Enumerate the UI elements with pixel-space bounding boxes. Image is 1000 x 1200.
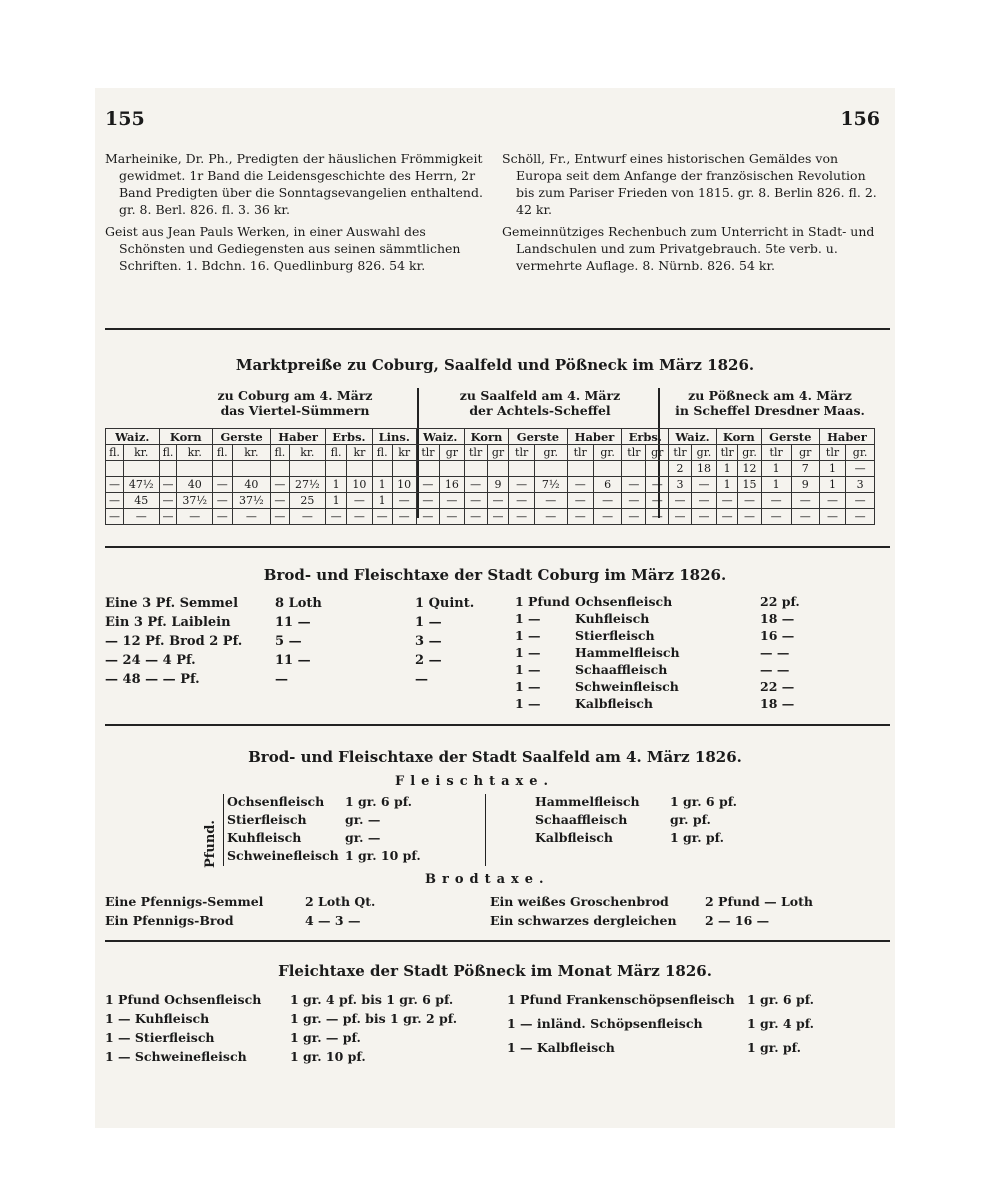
unit-cell: kr. <box>232 445 271 461</box>
table-cell: — <box>646 477 669 493</box>
item-price: 22 pf. <box>760 594 800 609</box>
grain-header: Korn <box>716 429 761 445</box>
item-name: Ein Pfennigs-Brod <box>105 913 234 928</box>
item-price: 1 gr. 4 pf. <box>747 1016 815 1031</box>
table-cell <box>487 461 509 477</box>
table-cell: — <box>464 509 487 525</box>
unit-cell: gr. <box>846 445 875 461</box>
table-cell: — <box>509 509 535 525</box>
table-cell <box>159 461 177 477</box>
table-cell: — <box>819 493 845 509</box>
unit-cell: kr. <box>123 445 159 461</box>
item-quint: — <box>415 672 428 687</box>
table-cell: — <box>177 509 213 525</box>
table-cell <box>177 461 213 477</box>
unit-cell: tlr <box>716 445 737 461</box>
item-price: — — <box>760 662 790 677</box>
bracket-line <box>223 794 224 866</box>
table-cell: 18 <box>692 461 717 477</box>
table-cell: — <box>622 477 646 493</box>
unit-cell: gr. <box>593 445 622 461</box>
table-cell: 9 <box>487 477 509 493</box>
grain-header: Waiz. <box>416 429 464 445</box>
list-item <box>105 1049 485 1066</box>
item-name: 1 Pfund Frankenschöpsenfleisch <box>507 992 735 1007</box>
table-cell: — <box>271 493 289 509</box>
item-quint: 2 — <box>415 653 442 668</box>
item-qty: 1 — <box>515 611 541 626</box>
table-cell <box>622 461 646 477</box>
item-name: Schweinefleisch <box>227 848 339 863</box>
book-entry: Gemeinnütziges Rechenbuch zum Unterricht in Stadt- und Landschulen und zum Privatgebrauch. 5te verb. u. vermehrte Auflage. 8. Nürnb. 826. 54 kr. <box>502 224 875 273</box>
item-weight: 8 Loth <box>275 596 322 611</box>
list-item <box>507 1016 887 1033</box>
book-entry: Schöll, Fr., Entwurf eines historischen Gemäldes von Europa seit dem Anfange der französischen Revolution bis zum Pariser Frieden von 1815. gr. 8. Berlin 826. fl. 2. 42 kr. <box>502 151 877 217</box>
unit-cell: fl. <box>106 445 124 461</box>
item-name: — 12 Pf. Brod 2 Pf. <box>105 634 243 649</box>
table-cell: — <box>738 493 761 509</box>
table-cell: 3 <box>846 477 875 493</box>
item-name: Eine 3 Pf. Semmel <box>105 596 239 611</box>
item-weight: — <box>275 672 288 687</box>
book-list-left <box>105 150 485 279</box>
table-cell: — <box>289 509 325 525</box>
page-number-right: 156 <box>840 108 880 130</box>
item-price: gr. — <box>345 830 381 845</box>
table-cell: 25 <box>289 493 325 509</box>
grain-header: Gerste <box>213 429 271 445</box>
divider <box>105 328 890 330</box>
table-cell: 10 <box>347 477 373 493</box>
item-name: Kuhfleisch <box>575 611 650 626</box>
list-item <box>515 628 885 644</box>
table-cell: 1 <box>819 461 845 477</box>
list-item <box>515 679 885 695</box>
table-cell: — <box>392 493 416 509</box>
table-cell: — <box>271 477 289 493</box>
item-price: gr. pf. <box>670 812 711 827</box>
item-name: Kalbfleisch <box>575 696 653 711</box>
table-cell: — <box>819 509 845 525</box>
table-cell: — <box>123 509 159 525</box>
unit-cell: kr <box>392 445 416 461</box>
grain-header: Gerste <box>509 429 567 445</box>
list-item <box>105 672 485 690</box>
list-item <box>227 848 607 865</box>
item-name: Ochsenfleisch <box>575 594 673 609</box>
grain-header: Waiz. <box>106 429 160 445</box>
table-cell: — <box>738 509 761 525</box>
table-cell: — <box>509 477 535 493</box>
table-cell: 37½ <box>177 493 213 509</box>
table-cell: — <box>622 509 646 525</box>
table-cell: — <box>159 509 177 525</box>
item-price: — — <box>760 645 790 660</box>
table-cell: — <box>846 509 875 525</box>
table-cell: 40 <box>232 477 271 493</box>
item-price: 1 gr. 6 pf. <box>670 794 738 809</box>
table-cell: — <box>692 493 717 509</box>
unit-cell: gr. <box>534 445 567 461</box>
unit-cell: gr <box>646 445 669 461</box>
table-cell: — <box>669 509 692 525</box>
table-row <box>106 461 875 477</box>
saalfeld-title: Brod- und Fleischtaxe der Stadt Saalfeld am 4. März 1826. <box>248 748 742 766</box>
saalfeld-bread-heading: Brodtaxe. <box>425 872 550 887</box>
grain-header: Gerste <box>761 429 819 445</box>
table-cell: — <box>416 477 439 493</box>
table-cell <box>271 461 289 477</box>
item-name: Kuhfleisch <box>227 830 302 845</box>
table-cell: — <box>646 509 669 525</box>
table-cell: — <box>716 493 737 509</box>
table-cell: — <box>440 509 465 525</box>
list-item <box>105 913 485 930</box>
table-cell <box>534 461 567 477</box>
item-price: 1 gr. pf. <box>747 1040 801 1055</box>
table-cell <box>213 461 233 477</box>
scanned-page <box>95 88 895 1128</box>
table-cell: 10 <box>392 477 416 493</box>
table-cell: — <box>347 509 373 525</box>
table-cell <box>593 461 622 477</box>
item-price: 1 gr. — pf. <box>290 1030 361 1045</box>
grain-header: Waiz. <box>669 429 717 445</box>
item-price: 1 gr. 6 pf. <box>345 794 413 809</box>
list-item <box>105 894 485 911</box>
list-item <box>507 1040 887 1057</box>
table-cell: — <box>213 509 233 525</box>
item-weight: 11 — <box>275 615 311 630</box>
table-cell: 3 <box>669 477 692 493</box>
table-cell: — <box>567 509 593 525</box>
unit-cell: fl. <box>271 445 289 461</box>
table-cell <box>372 461 392 477</box>
item-price: 4 — 3 — <box>305 913 361 928</box>
market-group-poessneck: zu Pößneck am 4. März in Scheffel Dresdner Maas. <box>675 388 865 418</box>
table-cell: — <box>440 493 465 509</box>
item-price: 2 — 16 — <box>705 913 770 928</box>
table-row <box>106 477 875 493</box>
book-list-right <box>502 150 887 279</box>
table-cell: — <box>846 461 875 477</box>
market-table <box>105 428 875 525</box>
saalfeld-meat-heading: Fleischtaxe. <box>395 774 555 789</box>
poessneck-title: Fleichtaxe der Stadt Pößneck im Monat März 1826. <box>278 962 712 980</box>
table-row <box>106 493 875 509</box>
table-cell: 27½ <box>289 477 325 493</box>
item-name: 1 — Schweinefleisch <box>105 1049 247 1064</box>
table-row <box>106 509 875 525</box>
pfund-label: Pfund. <box>203 820 218 868</box>
unit-cell: tlr <box>669 445 692 461</box>
table-cell: 1 <box>326 493 347 509</box>
item-name: 1 — Kalbfleisch <box>507 1040 615 1055</box>
table-cell: — <box>567 477 593 493</box>
table-cell <box>392 461 416 477</box>
unit-cell: tlr <box>509 445 535 461</box>
item-price: 1 gr. 10 pf. <box>345 848 421 863</box>
coburg-title: Brod- und Fleischtaxe der Stadt Coburg im März 1826. <box>263 566 727 584</box>
table-cell: — <box>534 493 567 509</box>
unit-cell: tlr <box>464 445 487 461</box>
table-cell: — <box>791 509 819 525</box>
unit-cell: fl. <box>213 445 233 461</box>
item-price: 1 gr. pf. <box>670 830 724 845</box>
item-name: 1 — Kuhfleisch <box>105 1011 210 1026</box>
table-cell <box>106 461 124 477</box>
table-cell: — <box>761 493 791 509</box>
table-cell: — <box>692 509 717 525</box>
column-line <box>485 794 486 866</box>
item-price: 22 — <box>760 679 795 694</box>
table-cell: 9 <box>791 477 819 493</box>
item-name: Eine Pfennigs-Semmel <box>105 894 264 909</box>
item-qty: 1 Pfund <box>515 594 570 609</box>
table-cell: 1 <box>716 461 737 477</box>
table-cell: — <box>534 509 567 525</box>
unit-cell: fl. <box>326 445 347 461</box>
item-price: 16 — <box>760 628 795 643</box>
item-price: 1 gr. — pf. bis 1 gr. 2 pf. <box>290 1011 458 1026</box>
table-cell: — <box>622 493 646 509</box>
table-cell: 1 <box>326 477 347 493</box>
table-cell: 45 <box>123 493 159 509</box>
item-name: — 24 — 4 Pf. <box>105 653 196 668</box>
table-cell: 7 <box>791 461 819 477</box>
table-cell: — <box>232 509 271 525</box>
table-cell: 40 <box>177 477 213 493</box>
list-item <box>105 1030 485 1047</box>
unit-cell: gr. <box>738 445 761 461</box>
list-item <box>105 634 485 652</box>
list-item <box>105 992 485 1009</box>
grain-header: Haber <box>819 429 874 445</box>
table-cell: — <box>716 509 737 525</box>
list-item <box>515 594 885 610</box>
unit-cell: fl. <box>372 445 392 461</box>
table-cell: — <box>392 509 416 525</box>
unit-cell: kr. <box>177 445 213 461</box>
market-title: Marktpreiße zu Coburg, Saalfeld und Pößneck im März 1826. <box>235 356 755 374</box>
divider <box>105 940 890 942</box>
item-price: 1 gr. 10 pf. <box>290 1049 366 1064</box>
unit-cell: kr <box>347 445 373 461</box>
table-cell: 1 <box>716 477 737 493</box>
table-cell: — <box>593 493 622 509</box>
list-item <box>490 894 870 911</box>
table-cell: 47½ <box>123 477 159 493</box>
table-cell: — <box>761 509 791 525</box>
table-cell: 1 <box>372 477 392 493</box>
unit-cell: gr <box>791 445 819 461</box>
list-item <box>535 812 915 829</box>
item-price: 1 gr. 4 pf. bis 1 gr. 6 pf. <box>290 992 454 1007</box>
table-cell: — <box>464 493 487 509</box>
table-cell: — <box>159 493 177 509</box>
table-cell <box>326 461 347 477</box>
item-name: 1 — Stierfleisch <box>105 1030 215 1045</box>
unit-cell: fl. <box>159 445 177 461</box>
grain-header: Lins. <box>372 429 416 445</box>
item-name: Ein 3 Pf. Laiblein <box>105 615 231 630</box>
table-cell: — <box>106 477 124 493</box>
table-cell: — <box>213 493 233 509</box>
unit-cell: gr. <box>692 445 717 461</box>
unit-cell: tlr <box>416 445 439 461</box>
item-price: 18 — <box>760 696 795 711</box>
item-name: — 48 — — Pf. <box>105 672 200 687</box>
market-group-coburg: zu Coburg am 4. März das Viertel-Sümmern <box>217 388 373 418</box>
table-cell: 1 <box>372 493 392 509</box>
item-qty: 1 — <box>515 696 541 711</box>
table-cell: — <box>487 509 509 525</box>
item-name: Schaaffleisch <box>535 812 628 827</box>
list-item <box>105 653 485 671</box>
table-cell: — <box>669 493 692 509</box>
table-cell: 1 <box>761 477 791 493</box>
table-cell: — <box>791 493 819 509</box>
table-cell <box>347 461 373 477</box>
table-cell <box>232 461 271 477</box>
item-name: Schaaffleisch <box>575 662 668 677</box>
table-cell <box>123 461 159 477</box>
item-price: 2 Loth Qt. <box>305 894 376 909</box>
table-cell: — <box>372 509 392 525</box>
table-cell: 37½ <box>232 493 271 509</box>
item-quint: 1 Quint. <box>415 596 475 611</box>
table-cell: — <box>159 477 177 493</box>
item-name: Ein schwarzes dergleichen <box>490 913 677 928</box>
table-cell: — <box>106 493 124 509</box>
list-item <box>490 913 870 930</box>
table-cell: — <box>106 509 124 525</box>
table-cell: — <box>593 509 622 525</box>
table-cell <box>289 461 325 477</box>
divider <box>105 724 890 726</box>
table-cell <box>509 461 535 477</box>
table-cell: 15 <box>738 477 761 493</box>
grain-header: Haber <box>271 429 326 445</box>
unit-cell: gr <box>440 445 465 461</box>
unit-cell: gr <box>487 445 509 461</box>
grain-header: Erbs. <box>326 429 373 445</box>
item-qty: 1 — <box>515 679 541 694</box>
grain-header: Korn <box>464 429 509 445</box>
item-name: Hammelfleisch <box>575 645 680 660</box>
table-cell: — <box>692 477 717 493</box>
table-cell <box>567 461 593 477</box>
item-name: Hammelfleisch <box>535 794 640 809</box>
divider <box>105 546 890 548</box>
unit-cell: tlr <box>819 445 845 461</box>
unit-cell: tlr <box>567 445 593 461</box>
table-cell <box>440 461 465 477</box>
item-weight: 5 — <box>275 634 302 649</box>
unit-cell: tlr <box>761 445 791 461</box>
market-group-saalfeld: zu Saalfeld am 4. März der Achtels-Scheffel <box>459 388 621 418</box>
table-cell: — <box>326 509 347 525</box>
list-item <box>535 830 915 847</box>
item-qty: 1 — <box>515 662 541 677</box>
table-cell <box>646 461 669 477</box>
item-price: gr. — <box>345 812 381 827</box>
list-item <box>515 696 885 712</box>
list-item <box>515 611 885 627</box>
page-number-left: 155 <box>105 108 145 130</box>
table-cell: — <box>213 477 233 493</box>
table-cell: — <box>487 493 509 509</box>
item-name: 1 — inländ. Schöpsenfleisch <box>507 1016 703 1031</box>
item-price: 1 gr. 6 pf. <box>747 992 815 1007</box>
item-name: Stierfleisch <box>227 812 307 827</box>
list-item <box>105 596 485 614</box>
item-name: Ein weißes Groschenbrod <box>490 894 669 909</box>
table-cell: — <box>271 509 289 525</box>
table-cell <box>464 461 487 477</box>
table-cell: — <box>347 493 373 509</box>
item-quint: 1 — <box>415 615 442 630</box>
list-item <box>535 794 915 811</box>
book-entry: Geist aus Jean Pauls Werken, in einer Auswahl des Schönsten und Gediegensten aus seinen sämmtlichen Schriften. 1. Bdchn. 16. Quedlinburg 826. 54 kr. <box>105 224 461 273</box>
list-item <box>515 662 885 678</box>
item-qty: 1 — <box>515 628 541 643</box>
table-cell: 1 <box>819 477 845 493</box>
item-name: Kalbfleisch <box>535 830 613 845</box>
item-weight: 11 — <box>275 653 311 668</box>
item-quint: 3 — <box>415 634 442 649</box>
table-cell: 7½ <box>534 477 567 493</box>
table-cell: — <box>646 493 669 509</box>
item-name: Ochsenfleisch <box>227 794 325 809</box>
table-cell: — <box>509 493 535 509</box>
list-item <box>507 992 887 1009</box>
table-cell: 12 <box>738 461 761 477</box>
table-cell: — <box>416 493 439 509</box>
book-entry: Marheinike, Dr. Ph., Predigten der häuslichen Frömmigkeit gewidmet. 1r Band die Leidensgeschichte des Herrn, 2r Band Predigten über die Sonntagsevangelien enthaltend. gr. 8. Berl. 826. fl. 3. 36 kr. <box>105 151 483 217</box>
list-item <box>105 1011 485 1028</box>
item-price: 2 Pfund — Loth <box>705 894 813 909</box>
table-cell: 2 <box>669 461 692 477</box>
item-price: 18 — <box>760 611 795 626</box>
table-cell: — <box>846 493 875 509</box>
grain-header: Erbs. <box>622 429 669 445</box>
table-cell: — <box>416 509 439 525</box>
list-item <box>515 645 885 661</box>
item-name: Schweinfleisch <box>575 679 679 694</box>
table-cell <box>416 461 439 477</box>
item-name: Stierfleisch <box>575 628 655 643</box>
table-cell: 6 <box>593 477 622 493</box>
unit-cell: kr. <box>289 445 325 461</box>
table-cell: 16 <box>440 477 465 493</box>
unit-cell: tlr <box>622 445 646 461</box>
item-name: 1 Pfund Ochsenfleisch <box>105 992 262 1007</box>
item-qty: 1 — <box>515 645 541 660</box>
grain-header: Haber <box>567 429 622 445</box>
grain-header: Korn <box>159 429 213 445</box>
table-cell: — <box>464 477 487 493</box>
table-cell: 1 <box>761 461 791 477</box>
list-item <box>105 615 485 633</box>
table-cell: — <box>567 493 593 509</box>
